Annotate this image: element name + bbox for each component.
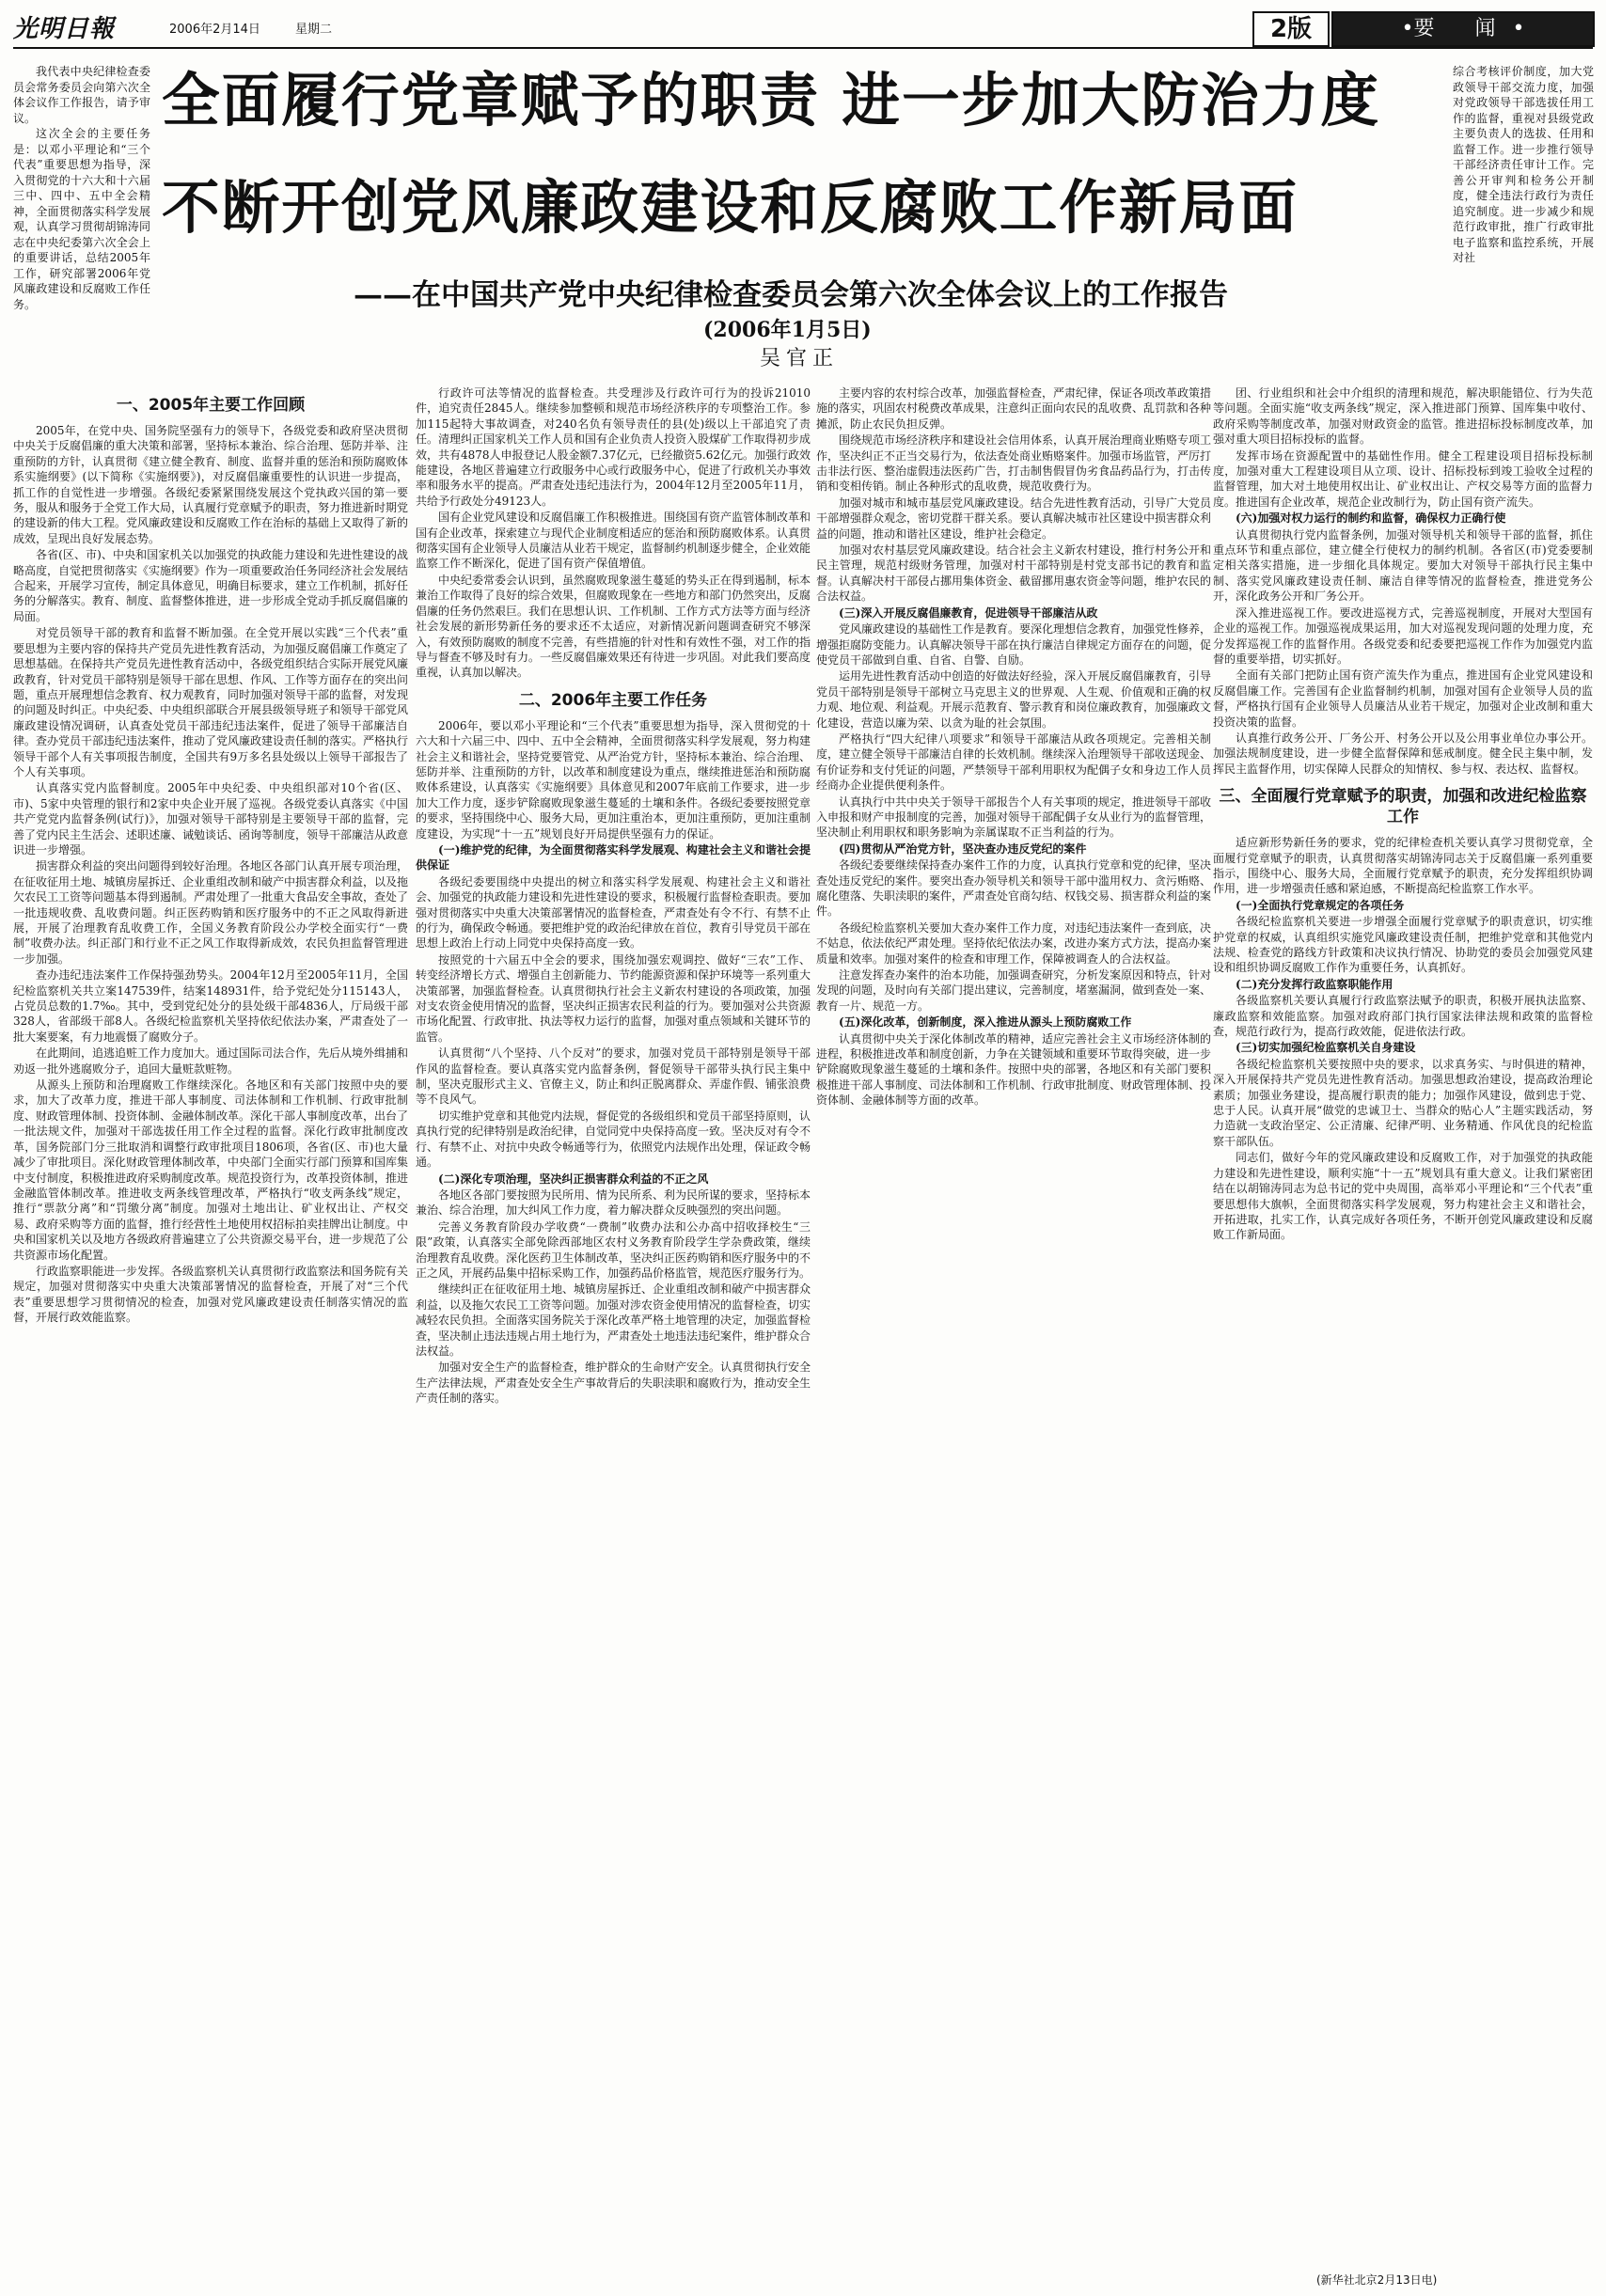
article-column-2 xyxy=(416,385,811,2266)
body-paragraph: 认真贯彻中央关于深化体制改革的精神，适应完善社会主义市场经济体制的进程，积极推进改革和制度创新，力争在关键领域和重要环节取得突破，进一步铲除腐败现象滋生蔓延的土壤和条件。按照中央的部署，各地区和有关部门要积极推进干部人事制度、司法体制和工作机制、行政审批制度、财政管理体制、投资体制、金融体制等方面的改革。 xyxy=(816,1031,1211,1108)
body-paragraph: 注意发挥查办案件的治本功能，加强调查研究，分析发案原因和特点，针对发现的问题，及时向有关部门提出建议，完善制度，堵塞漏洞，做到查处一案、教育一片、规范一方。 xyxy=(816,968,1211,1013)
subsection-heading: (一)维护党的纪律，为全面贯彻落实科学发展观、构建社会主义和谐社会提供保证 xyxy=(416,842,811,873)
subsection-heading: (五)深化改革，创新制度，深入推进从源头上预防腐败工作 xyxy=(839,1015,1132,1030)
body-paragraph: 国有企业党风建设和反腐倡廉工作积极推进。围绕国有资产监管体制改革和国有企业改革，探索建立与现代企业制度相适应的惩治和预防腐败体系。认真贯彻落实国有企业领导人员廉洁从业若干规定，监督制约机制逐步健全，企业效能监察工作不断深化，促进了国有资产保值增值。 xyxy=(416,511,811,571)
body-paragraph: 深入推进巡视工作。要改进巡视方式，完善巡视制度，开展对大型国有企业的巡视工作。加强巡视成果运用，加大对巡视发现问题的处理力度，充分发挥巡视工作的监督作用。各级党委和纪委要把巡视工作作为加强党内监督的重要举措，切实抓好。 xyxy=(1213,605,1593,666)
headline-subtitle: ——在中国共产党中央纪律检查委员会第六次全体会议上的工作报告 xyxy=(354,278,1228,312)
body-paragraph: 从源头上预防和治理腐败工作继续深化。各地区和有关部门按照中央的要求，加大了改革力度，推进干部人事制度、司法体制和工作机制、行政审批制度、财政管理体制、投资体制、金融体制改革。深化干部人事制度改革，出台了一批法规文件，加强对干部选拔任用工作全过程的监督。深化行政审批制度改革，国务院部门分三批取消和调整行政审批项目1806项，各省(区、市)也大量减少了审批项目。深化财政管理体制改革，中央部门全面实行部门预算和国库集中支付制度，积极推进政府采购制度改革。规范投资行为，改革投资体制，推进金融监管体制改革。推进收支两条线管理改革，严格执行“收支两条线”规定，推行“票款分离”和“罚缴分离”制度。加强对土地出让、矿业权出让、产权交易、政府采购等方面的监督，推行经营性土地使用权招标拍卖挂牌出让制度。中央和国家机关以及地方各级政府普遍建立了公共资源交易平台，进一步规范了公共资源市场化配置。 xyxy=(13,1078,408,1262)
body-paragraph: 各级纪委要围绕中央提出的树立和落实科学发展观、构建社会主义和谐社会、加强党的执政能力建设和先进性建设的要求，积极履行监督检查职责。要加强对贯彻落实中央重大决策部署情况的监督检查，严肃查处有令不行、有禁不止的行为，确保政令畅通。要把维护党的政治纪律放在首位，教育引导党员干部在思想上政治上行动上同党中央保持高度一致。 xyxy=(416,874,811,951)
body-paragraph: 主要内容的农村综合改革，加强监督检查，严肃纪律，保证各项改革政策措施的落实，巩固农村税费改革成果，注意纠正面向农民的乱收费、乱罚款和各种摊派，防止农民负担反弹。 xyxy=(816,386,1211,431)
body-paragraph: 各级纪检监察机关要进一步增强全面履行党章赋予的职责意识，切实维护党章的权威，认真组织实施党风廉政建设责任制，把维护党章和其他党内法规、检查党的路线方针政策和决议执行情况、协助党的委员会加强党风建设和组织协调反腐败工作作为重要任务，认真抓好。 xyxy=(1213,915,1593,975)
body-paragraph: 严格执行“四大纪律八项要求”和领导干部廉洁从政各项规定。完善相关制度，建立健全领导干部廉洁自律的长效机制。继续深入治理领导干部收送现金、有价证券和支付凭证的问题，严禁领导干部利用职权为配偶子女和身边工作人员经商办企业提供便利条件。 xyxy=(816,731,1211,793)
article-column-4 xyxy=(1213,385,1593,2266)
intro-column xyxy=(13,64,150,382)
continued-column xyxy=(1453,64,1594,384)
issue-date: 2006年2月14日 xyxy=(169,23,260,37)
body-paragraph: 按照党的十六届五中全会的要求，围绕加强宏观调控、做好“三农”工作、转变经济增长方式、增强自主创新能力、节约能源资源和保护环境等一系列重大决策部署，加强监督检查。认真贯彻执行社会主义新农村建设的各项政策，加强对支农资金使用情况的监督，坚决纠正损害农民利益的行为。要加强对公共资源市场化配置、行政审批、执法等权力运行的监督，加强对重点领域和关键环节的监管。 xyxy=(416,952,811,1044)
subsection-heading: (六)加强对权力运行的制约和监督，确保权力正确行使 xyxy=(1236,511,1506,526)
author-name: 吴官正 xyxy=(760,347,840,370)
body-paragraph: 认真落实党内监督制度。2005年中央纪委、中央组织部对10个省(区、市)、5家中央管理的银行和2家中央企业开展了巡视。各级党委认真落实《中国共产党党内监督条例(试行)》，加强对领导干部特别是主要领导干部的监督，完善了党内民主生活会、述职述廉、诫勉谈话、函询等制度，领导干部廉洁从政意识进一步增强。 xyxy=(13,781,408,857)
masthead xyxy=(13,9,1593,45)
subsection-heading: (一)全面执行党章规定的各项任务 xyxy=(1236,898,1405,912)
subsection-heading: (二)充分发挥行政监察职能作用 xyxy=(1236,977,1393,991)
intro-paragraph: 这次全会的主要任务是：以邓小平理论和“三个代表”重要思想为指导，深入贯彻党的十六大和十六届三中、四中、五中全会精神，全面贯彻落实科学发展观，认真学习贯彻胡锦涛同志在中央纪委第六次全会上的重要讲话，总结2005年工作，研究部署2006年党风廉政建设和反腐败工作任务。 xyxy=(13,127,150,311)
subsection-heading: (四)贯彻从严治党方针，坚决查办违反党纪的案件 xyxy=(839,841,1087,856)
body-paragraph: 对党员领导干部的教育和监督不断加强。在全党开展以实践“三个代表”重要思想为主要内容的保持共产党员先进性教育活动，为加强反腐倡廉工作奠定了思想基础。在保持共产党员先进性教育活动中，各级党组织结合实际开展党风廉政教育，针对党员干部特别是领导干部在思想、作风、工作等方面存在的突出问题，重点开展理想信念教育、权力观教育，同时加强对领导干部的监督，对发现的问题及时纠正。中央纪委、中央组织部联合开展县级领导班子和领导干部党风廉政建设情况调研，认真查处党员干部违纪违法案件，促进了领导干部廉洁自律。查办党员干部违纪违法案件，推动了党风廉政建设责任制的落实。严格执行领导干部个人有关事项报告制度，全国共有9万多名县处级以上领导干部报告了个人有关事项。 xyxy=(13,626,408,778)
body-paragraph: 各级监察机关要认真履行行政监察法赋予的职责，积极开展执法监察、廉政监察和效能监察。加强对政府部门执行国家法律法规和政策的监督检查，规范行政行为，提高行政效能，促进依法行政。 xyxy=(1213,994,1593,1039)
body-paragraph: 在此期间，追逃追赃工作力度加大。通过国际司法合作，先后从境外缉捕和劝返一批外逃腐败分子，追回大量赃款赃物。 xyxy=(13,1046,408,1076)
subsection-heading: (三)切实加强纪检监察机关自身建设 xyxy=(1236,1041,1416,1055)
body-paragraph: 加强对安全生产的监督检查，维护群众的生命财产安全。认真贯彻执行安全生产法律法规，严肃查处安全生产事故背后的失职渎职和腐败行为，推动安全生产责任制的落实。 xyxy=(416,1360,811,1406)
body-paragraph: 2006年，要以邓小平理论和“三个代表”重要思想为指导，深入贯彻党的十六大和十六届三中、四中、五中全会精神，全面贯彻落实科学发展观，努力构建社会主义和谐社会，坚持党要管党、从严治党方针，坚持标本兼治、综合治理、惩防并举、注重预防的方针，以改革和制度建设为重点，继续推进惩治和预防腐败体系建设，认真落实《实施纲要》具体意见和2007年底前工作要求，进一步加大工作力度，逐步铲除腐败现象滋生蔓延的土壤和条件。各级纪委要按照党章的要求，坚持围绕中心、服务大局，更加注重治本，更加注重预防，更加注重制度建设，为实现“十一五”规划良好开局提供坚强有力的保证。 xyxy=(416,718,811,841)
body-paragraph: 党风廉政建设的基础性工作是教育。要深化理想信念教育，加强党性修养，增强拒腐防变能力。认真解决领导干部在执行廉洁自律规定方面存在的问题，促使党员干部做到自重、自省、自警、自励。 xyxy=(816,622,1211,667)
body-paragraph: 认真执行中共中央关于领导干部报告个人有关事项的规定，推进领导干部收入申报和财产申报制度的完善，加强对领导干部配偶子女从业行为的监督管理，坚决制止利用职权和职务影响为亲属谋取不正当利益的行为。 xyxy=(816,794,1211,840)
continued-paragraph: 综合考核评价制度，加大党政领导干部交流力度，加强对党政领导干部选拔任用工作的监督，重视对县级党政主要负责人的选拔、任用和监督工作。进一步推行领导干部经济责任审计工作。完善公开审判和检务公开制度，健全违法行政行为责任追究制度。进一步减少和规范行政审批，推广行政审批电子监察和监控系统，开展对社 xyxy=(1453,65,1594,264)
article-column-1 xyxy=(13,385,408,2271)
section-heading: 一、2005年主要工作回顾 xyxy=(116,396,306,415)
intro-paragraph: 我代表中央纪律检查委员会常务委员会向第六次全体会议作工作报告，请予审议。 xyxy=(13,65,150,125)
masthead-rule xyxy=(13,47,1593,49)
body-paragraph: 认真贯彻执行党内监督条例，加强对领导机关和领导干部的监督，抓住重点环节和重点部位，建立健全行使权力的制约机制。各省区(市)党委要制定相关落实措施，进一步细化具体规定。要加大对领导干部执行民主集中制、落实党风廉政建设责任制、廉洁自律等情况的监督检查，推进党务公开，深化政务公开和厂务公开。 xyxy=(1213,527,1593,604)
body-paragraph: 适应新形势新任务的要求，党的纪律检查机关要认真学习贯彻党章，全面履行党章赋予的职责，认真贯彻落实胡锦涛同志关于反腐倡廉一系列重要指示，围绕中心、服务大局，全面履行党章赋予的职责，充分发挥组织协调作用，进一步增强责任感和紧迫感，不断提高纪检监察工作水平。 xyxy=(1213,836,1593,896)
subsection-heading: (三)深入开展反腐倡廉教育，促进领导干部廉洁从政 xyxy=(839,605,1098,620)
body-paragraph: 中央纪委常委会认识到，虽然腐败现象滋生蔓延的势头正在得到遏制，标本兼治工作取得了良好的综合效果，但腐败现象在一些地方和部门仍然突出，反腐倡廉的任务仍然艰巨。我们在思想认识、工作机制、工作方式方法等方面与经济社会发展的新形势新任务的要求还不太适应，对新情况新问题调查研究不够深入，有效预防腐败的制度不完善，有些措施的针对性和有效性不强，对工作的指导与督查不够及时有力。一些反腐倡廉效果还有待进一步巩固。对此我们要高度重视，认真加以解决。 xyxy=(416,573,811,680)
article-column-3 xyxy=(816,385,1211,2266)
body-paragraph: 2005年，在党中央、国务院坚强有力的领导下，各级党委和政府坚决贯彻中央关于反腐倡廉的重大决策和部署，坚持标本兼治、综合治理、惩防并举、注重预防的方针，认真贯彻《建立健全教育、制度、监督并重的惩治和预防腐败体系实施纲要》(以下简称《实施纲要》)，对反腐倡廉重要性的认识进一步提高，抓工作的自觉性进一步增强。各级纪委紧紧围绕发展这个党执政兴国的第一要务，服从和服务于全党工作大局，认真履行党章赋予的职责，努力推进新时期党的建设新的伟大工程。党风廉政建设和反腐败工作在治标的基础上又取得了新的成效，呈现出良好发展态势。 xyxy=(13,424,408,545)
body-paragraph: 加强对农村基层党风廉政建设。结合社会主义新农村建设，推行村务公开和民主管理，规范村级财务管理，加强对村干部特别是村党支部书记的教育和监督。认真解决村干部侵占挪用集体资金、截留挪用惠农资金等问题，维护农民的合法权益。 xyxy=(816,543,1211,604)
headline-line-2: 不断开创党风廉政建设和反腐败工作新局面 xyxy=(162,173,1299,242)
body-paragraph: 各级纪检监察机关要加大查办案件工作力度，对违纪违法案件一查到底，决不姑息，依法依纪严肃处理。坚持依纪依法办案，改进办案方式方法，提高办案质量和效率。加强对案件的检查和审理工作，保障被调查人的合法权益。 xyxy=(816,920,1211,966)
body-paragraph: 继续纠正在征收征用土地、城镇房屋拆迁、企业重组改制和破产中损害群众利益，以及拖欠农民工工资等问题。加强对涉农资金使用情况的监督检查，切实减轻农民负担。全面落实国务院关于深化改革严格土地管理的决定，加强监督检查，坚决制止违法违规占用土地行为，严肃查处土地违法违纪案件，维护群众合法权益。 xyxy=(416,1282,811,1358)
section-heading: 二、2006年主要工作任务 xyxy=(518,690,708,710)
body-paragraph: 行政监察职能进一步发挥。各级监察机关认真贯彻行政监察法和国务院有关规定，加强对贯彻落实中央重大决策部署情况的监督检查，开展了对“三个代表”重要思想学习贯彻情况的检查，加强对党风廉政建设责任制落实情况的监督，开展行政效能监察。 xyxy=(13,1264,408,1325)
issue-weekday: 星期二 xyxy=(295,23,333,37)
body-paragraph: 各级纪委要继续保持查办案件工作的力度，认真执行党章和党的纪律，坚决查处违反党纪的案件。要突出查办领导机关和领导干部中滥用权力、贪污贿赂、腐化堕落、失职渎职的案件，严肃查处官商勾结、权钱交易、损害群众利益的案件。 xyxy=(816,858,1211,919)
body-paragraph: 行政许可法等情况的监督检查。共受理涉及行政许可行为的投诉21010件，追究责任2845人。继续参加整顿和规范市场经济秩序的专项整治工作。参加115起特大事故调查，对240名负有领导责任的县(处)级以上干部追究了责任。清理纠正国家机关工作人员和国有企业负责人投资入股煤矿工作取得初步成效，共有4878人申报登记人股金额7.37亿元，已经撤资5.62亿元。加强行政效能建设，各地区普遍建立行政服务中心或行政服务中心，促进了行政机关办事效率和服务水平的提高。严肃查处违纪违法行为，2004年12月至2005年11月，共给予行政处分49123人。 xyxy=(416,386,811,508)
section-heading: 三、全面履行党章赋予的职责，加强和改进纪检监察工作 xyxy=(1219,787,1587,827)
headline-line-1: 全面履行党章赋予的职责 进一步加大防治力度 xyxy=(162,66,1381,134)
body-paragraph: 加强对城市和城市基层党风廉政建设。结合先进性教育活动，引导广大党员干部增强群众观念，密切党群干群关系。要认真解决城市社区建设中损害群众利益的问题，推动和谐社区建设，维护社会稳定。 xyxy=(816,495,1211,541)
body-paragraph: 全面有关部门把防止国有资产流失作为重点，推进国有企业党风建设和反腐倡廉工作。完善国有企业监督制约机制，加强对国有企业领导人员的监督，严格执行国有企业领导人员廉洁从业若干规定，加强对企业改制和重大投资决策的监督。 xyxy=(1213,668,1593,729)
subsection-heading: (二)深化专项治理，坚决纠正损害群众利益的不正之风 xyxy=(438,1172,709,1186)
bullet-icon: • xyxy=(1512,17,1525,40)
body-paragraph: 发挥市场在资源配置中的基础性作用。健全工程建设项目招标投标制度，加强对重大工程建设项目从立项、设计、招标投标到竣工验收全过程的监督管理，加大对土地使用权出让、矿业权出让、产权交易等方面的监督力度。推进国有企业改革，规范企业改制行为，防止国有资产流失。 xyxy=(1213,448,1593,509)
body-paragraph: 损害群众利益的突出问题得到较好治理。各地区各部门认真开展专项治理，在征收征用土地、城镇房屋拆迁、企业重组改制和破产中损害群众利益，以及拖欠农民工工资等问题基本得到遏制。严肃处理了一批重大食品安全事故，查处了一批违规收费、乱收费问题。纠正医药购销和医疗服务中的不正之风取得新进展，开展了治理教育乱收费工作，全国义务教育阶段公办学校全面实行“一费制”收费办法。纠正部门和行业不正之风工作取得新成效，农民负担监督管理进一步加强。 xyxy=(13,859,408,966)
body-paragraph: 完善义务教育阶段办学收费“一费制”收费办法和公办高中招收择校生“三限”政策，认真落实全部免除西部地区农村义务教育阶段学生学杂费政策，继续治理教育乱收费。深化医药卫生体制改革，坚决纠正医药购销和医疗服务中的不正之风，开展药品集中招标采购工作，加强药品价格监管，规范医疗服务行为。 xyxy=(416,1219,811,1280)
body-paragraph: 认真贯彻“八个坚持、八个反对”的要求，加强对党员干部特别是领导干部作风的监督检查。要认真落实党内监督条例，督促领导干部带头执行民主集中制，坚决克服形式主义、官僚主义，防止和纠正脱离群众、弄虚作假、铺张浪费等不良风气。 xyxy=(416,1046,811,1107)
body-paragraph: 运用先进性教育活动中创造的好做法好经验，深入开展反腐倡廉教育，引导党员干部特别是领导干部树立马克思主义的世界观、人生观、价值观和正确的权力观、地位观、利益观。开展示范教育、警示教育和岗位廉政教育，加强廉政文化建设，营造以廉为荣、以贪为耻的社会氛围。 xyxy=(816,669,1211,730)
body-paragraph: 查办违纪违法案件工作保持强劲势头。2004年12月至2005年11月，全国纪检监察机关共立案147539件，结案148931件，给予党纪处分115143人，占党员总数的1.7‰。其中，受到党纪处分的县处级干部4836人，厅局级干部328人，省部级干部8人。各级纪检监察机关坚持依纪依法办案，严肃查处了一批大案要案，有力地震慑了腐败分子。 xyxy=(13,968,408,1044)
body-paragraph: 各地区各部门要按照为民所用、情为民所系、利为民所谋的要求，坚持标本兼治、综合治理，加大纠风工作力度，着力解决群众反映强烈的突出问题。 xyxy=(416,1187,811,1218)
edition-number: 2版 xyxy=(1252,11,1330,47)
news-agency-dateline: (新华社北京2月13日电) xyxy=(1316,2273,1438,2287)
newspaper-name: 光明日報 xyxy=(13,15,116,43)
body-paragraph: 围绕规范市场经济秩序和建设社会信用体系，认真开展治理商业贿赂专项工作，坚决纠正不正当交易行为，依法查处商业贿赂案件。加强市场监管，严厉打击非法行医、整治虚假违法医药广告，打击制售假冒伪劣食品药品行为，打击传销和变相传销。制止各种形式的乱收费，规范收费行为。 xyxy=(816,433,1211,494)
body-paragraph: 各级纪检监察机关要按照中央的要求，以求真务实、与时俱进的精神，深入开展保持共产党员先进性教育活动。加强思想政治建设，提高政治理论素质；加强业务建设，提高履行职责的能力；加强作风建设，做到忠于党、忠于人民。认真开展“做党的忠诚卫士、当群众的贴心人”主题实践活动，努力造就一支政治坚定、公正清廉、纪律严明、业务精通、作风优良的纪检监察干部队伍。 xyxy=(1213,1057,1593,1148)
body-paragraph: 认真推行政务公开、厂务公开、村务公开以及公用事业单位办事公开。加强法规制度建设，进一步健全监督保障和惩戒制度。健全民主集中制，发挥民主监督作用，切实保障人民群众的知情权、参与权、表达权、监督权。 xyxy=(1213,731,1593,776)
body-paragraph: 同志们，做好今年的党风廉政建设和反腐败工作，对于加强党的执政能力建设和先进性建设，顺利实施“十一五”规划具有重大意义。让我们紧密团结在以胡锦涛同志为总书记的党中央周围，高举邓小平理论和“三个代表”重要思想伟大旗帜，全面贯彻落实科学发展观，努力构建社会主义和谐社会，开拓进取，扎实工作，认真完成好各项任务，不断开创党风廉政建设和反腐败工作新局面。 xyxy=(1213,1151,1593,1242)
body-paragraph: 团、行业组织和社会中介组织的清理和规范，解决职能错位、行为失范等问题。全面实施“收支两条线”规定，深入推进部门预算、国库集中收付、政府采购等制度改革，加强对财政资金的监管。推进招标投标制度改革，加强对重大项目招标投标的监督。 xyxy=(1213,386,1593,447)
report-date: (2006年1月5日) xyxy=(703,318,872,342)
bullet-icon: • xyxy=(1401,17,1414,40)
body-paragraph: 各省(区、市)、中央和国家机关以加强党的执政能力建设和先进性建设的战略高度，自觉把贯彻落实《实施纲要》作为一项重要政治任务同经济社会发展结合起来，开展学习宣传，制定具体意见，明确目标要求，建立工作机制，抓好任务的分解落实。教育、制度、监督整体推进，进一步形成全党动手抓反腐倡廉的局面。 xyxy=(13,548,408,623)
body-paragraph: 切实维护党章和其他党内法规，督促党的各级组织和党员干部坚持原则，认真执行党的纪律特别是政治纪律，自觉同党中央保持高度一致。坚决反对有令不行、有禁不止、对抗中央政令畅通等行为，依照党内法规作出处理，保证政令畅通。 xyxy=(416,1109,811,1170)
section-label: •要 闻• xyxy=(1331,11,1595,47)
